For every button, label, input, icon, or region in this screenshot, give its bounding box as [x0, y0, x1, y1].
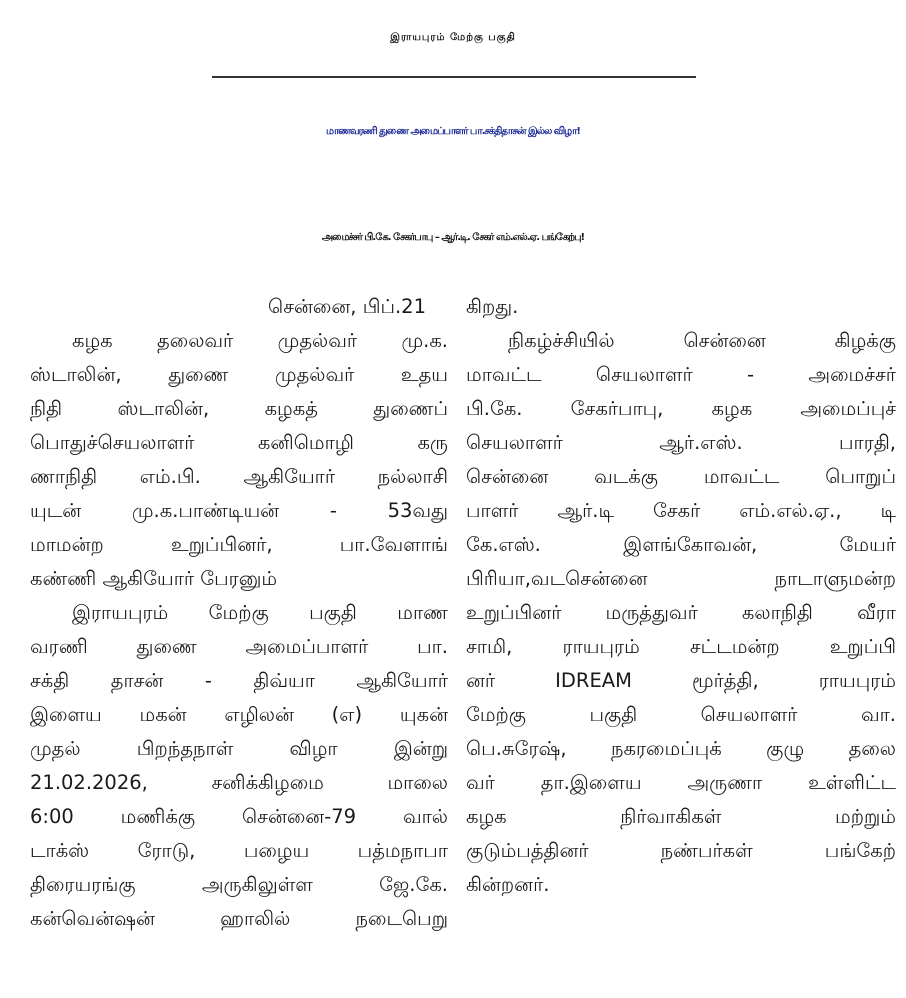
article-line: குடும்பத்தினர் நண்பர்கள் பங்கேற் [466, 839, 896, 862]
article-line: நிகழ்ச்சியில் சென்னை கிழக்கு [508, 329, 896, 352]
article-line: சக்தி தாசன் - திவ்யா ஆகியோர் [30, 669, 448, 692]
article-line: னர் IDREAM மூர்த்தி, ராயபுரம் [466, 669, 896, 692]
article-column-right [466, 290, 896, 902]
article-column-left [30, 290, 448, 936]
article-line: இளைய மகன் எழிலன் (எ) யுகன் [30, 703, 448, 726]
article-line: வரணி துணை அமைப்பாளர் பா. [30, 635, 448, 658]
article-line: பாளர் ஆர்.டி சேகர் எம்.எல்.ஏ., டி [466, 499, 896, 522]
article-line: கழக தலைவர் முதல்வர் மு.க. [72, 329, 448, 352]
article-line: கண்ணி ஆகியோர் பேரனும் [30, 567, 278, 590]
article-line: சாமி, ராயபுரம் சட்டமன்ற உறுப்பி [466, 635, 896, 658]
article-line: வர் தா.இளைய அருணா உள்ளிட்ட [466, 771, 896, 794]
article-line: சென்னை, பிப்.21 [268, 295, 426, 318]
article-line: கிறது. [466, 295, 519, 318]
article-line: மேற்கு பகுதி செயலாளர் வா. [466, 703, 896, 726]
article-line: ணாநிதி எம்.பி. ஆகியோர் நல்லாசி [30, 465, 448, 488]
article-line: முதல் பிறந்தநாள் விழா இன்று [30, 737, 448, 760]
article-headline: மாணவரணி துணை அமைப்பாளர் பா.சக்திதாசன் இல்ல விழா! [326, 126, 580, 137]
article-line: 6:00 மணிக்கு சென்னை-79 வால் [30, 805, 448, 828]
article-line: மாவட்ட செயலாளர் - அமைச்சர் [466, 363, 896, 386]
article-line: பொதுச்செயலாளர் கனிமொழி கரு [30, 431, 448, 454]
article-line: பெ.சுரேஷ், நகரமைப்புக் குழு தலை [466, 737, 896, 760]
article-line: செயலாளர் ஆர்.எஸ். பாரதி, [466, 431, 896, 454]
article-line: கின்றனர். [466, 873, 550, 896]
article-line: கழக நிர்வாகிகள் மற்றும் [466, 805, 896, 828]
article-line: பி.கே. சேகர்பாபு, கழக அமைப்புச் [466, 397, 896, 420]
article-line: உறுப்பினர் மருத்துவர் கலாநிதி வீரா [466, 601, 896, 624]
article-line: யுடன் மு.க.பாண்டியன் - 53வது [30, 499, 448, 522]
article-line: கன்வென்ஷன் ஹாலில் நடைபெறு [30, 907, 448, 930]
article-line: 21.02.2026, சனிக்கிழமை மாலை [30, 771, 448, 794]
article-line: டாக்ஸ் ரோடு, பழைய பத்மநாபா [30, 839, 448, 862]
article-line: சென்னை வடக்கு மாவட்ட பொறுப் [466, 465, 896, 488]
article-line: ஸ்டாலின், துணை முதல்வர் உதய [30, 363, 448, 386]
kicker-divider [212, 76, 696, 78]
article-subheadline: அமைச்சர் பி.கே. சேகர்பாபு – ஆர்.டி. சேகர் எம்.எல்.ஏ. பங்கேற்பு! [321, 232, 585, 243]
section-kicker: இராயபுரம் மேற்கு பகுதி [390, 32, 516, 43]
article-line: நிதி ஸ்டாலின், கழகத் துணைப் [30, 397, 448, 420]
article-line: திரையரங்கு அருகிலுள்ள ஜே.கே. [30, 873, 448, 896]
article-line: மாமன்ற உறுப்பினர், பா.வேளாங் [30, 533, 448, 556]
article-line: கே.எஸ். இளங்கோவன், மேயர் [466, 533, 896, 556]
article-line: பிரியா,வடசென்னை நாடாளுமன்ற [466, 567, 896, 590]
article-line: இராயபுரம் மேற்கு பகுதி மாண [72, 601, 448, 624]
